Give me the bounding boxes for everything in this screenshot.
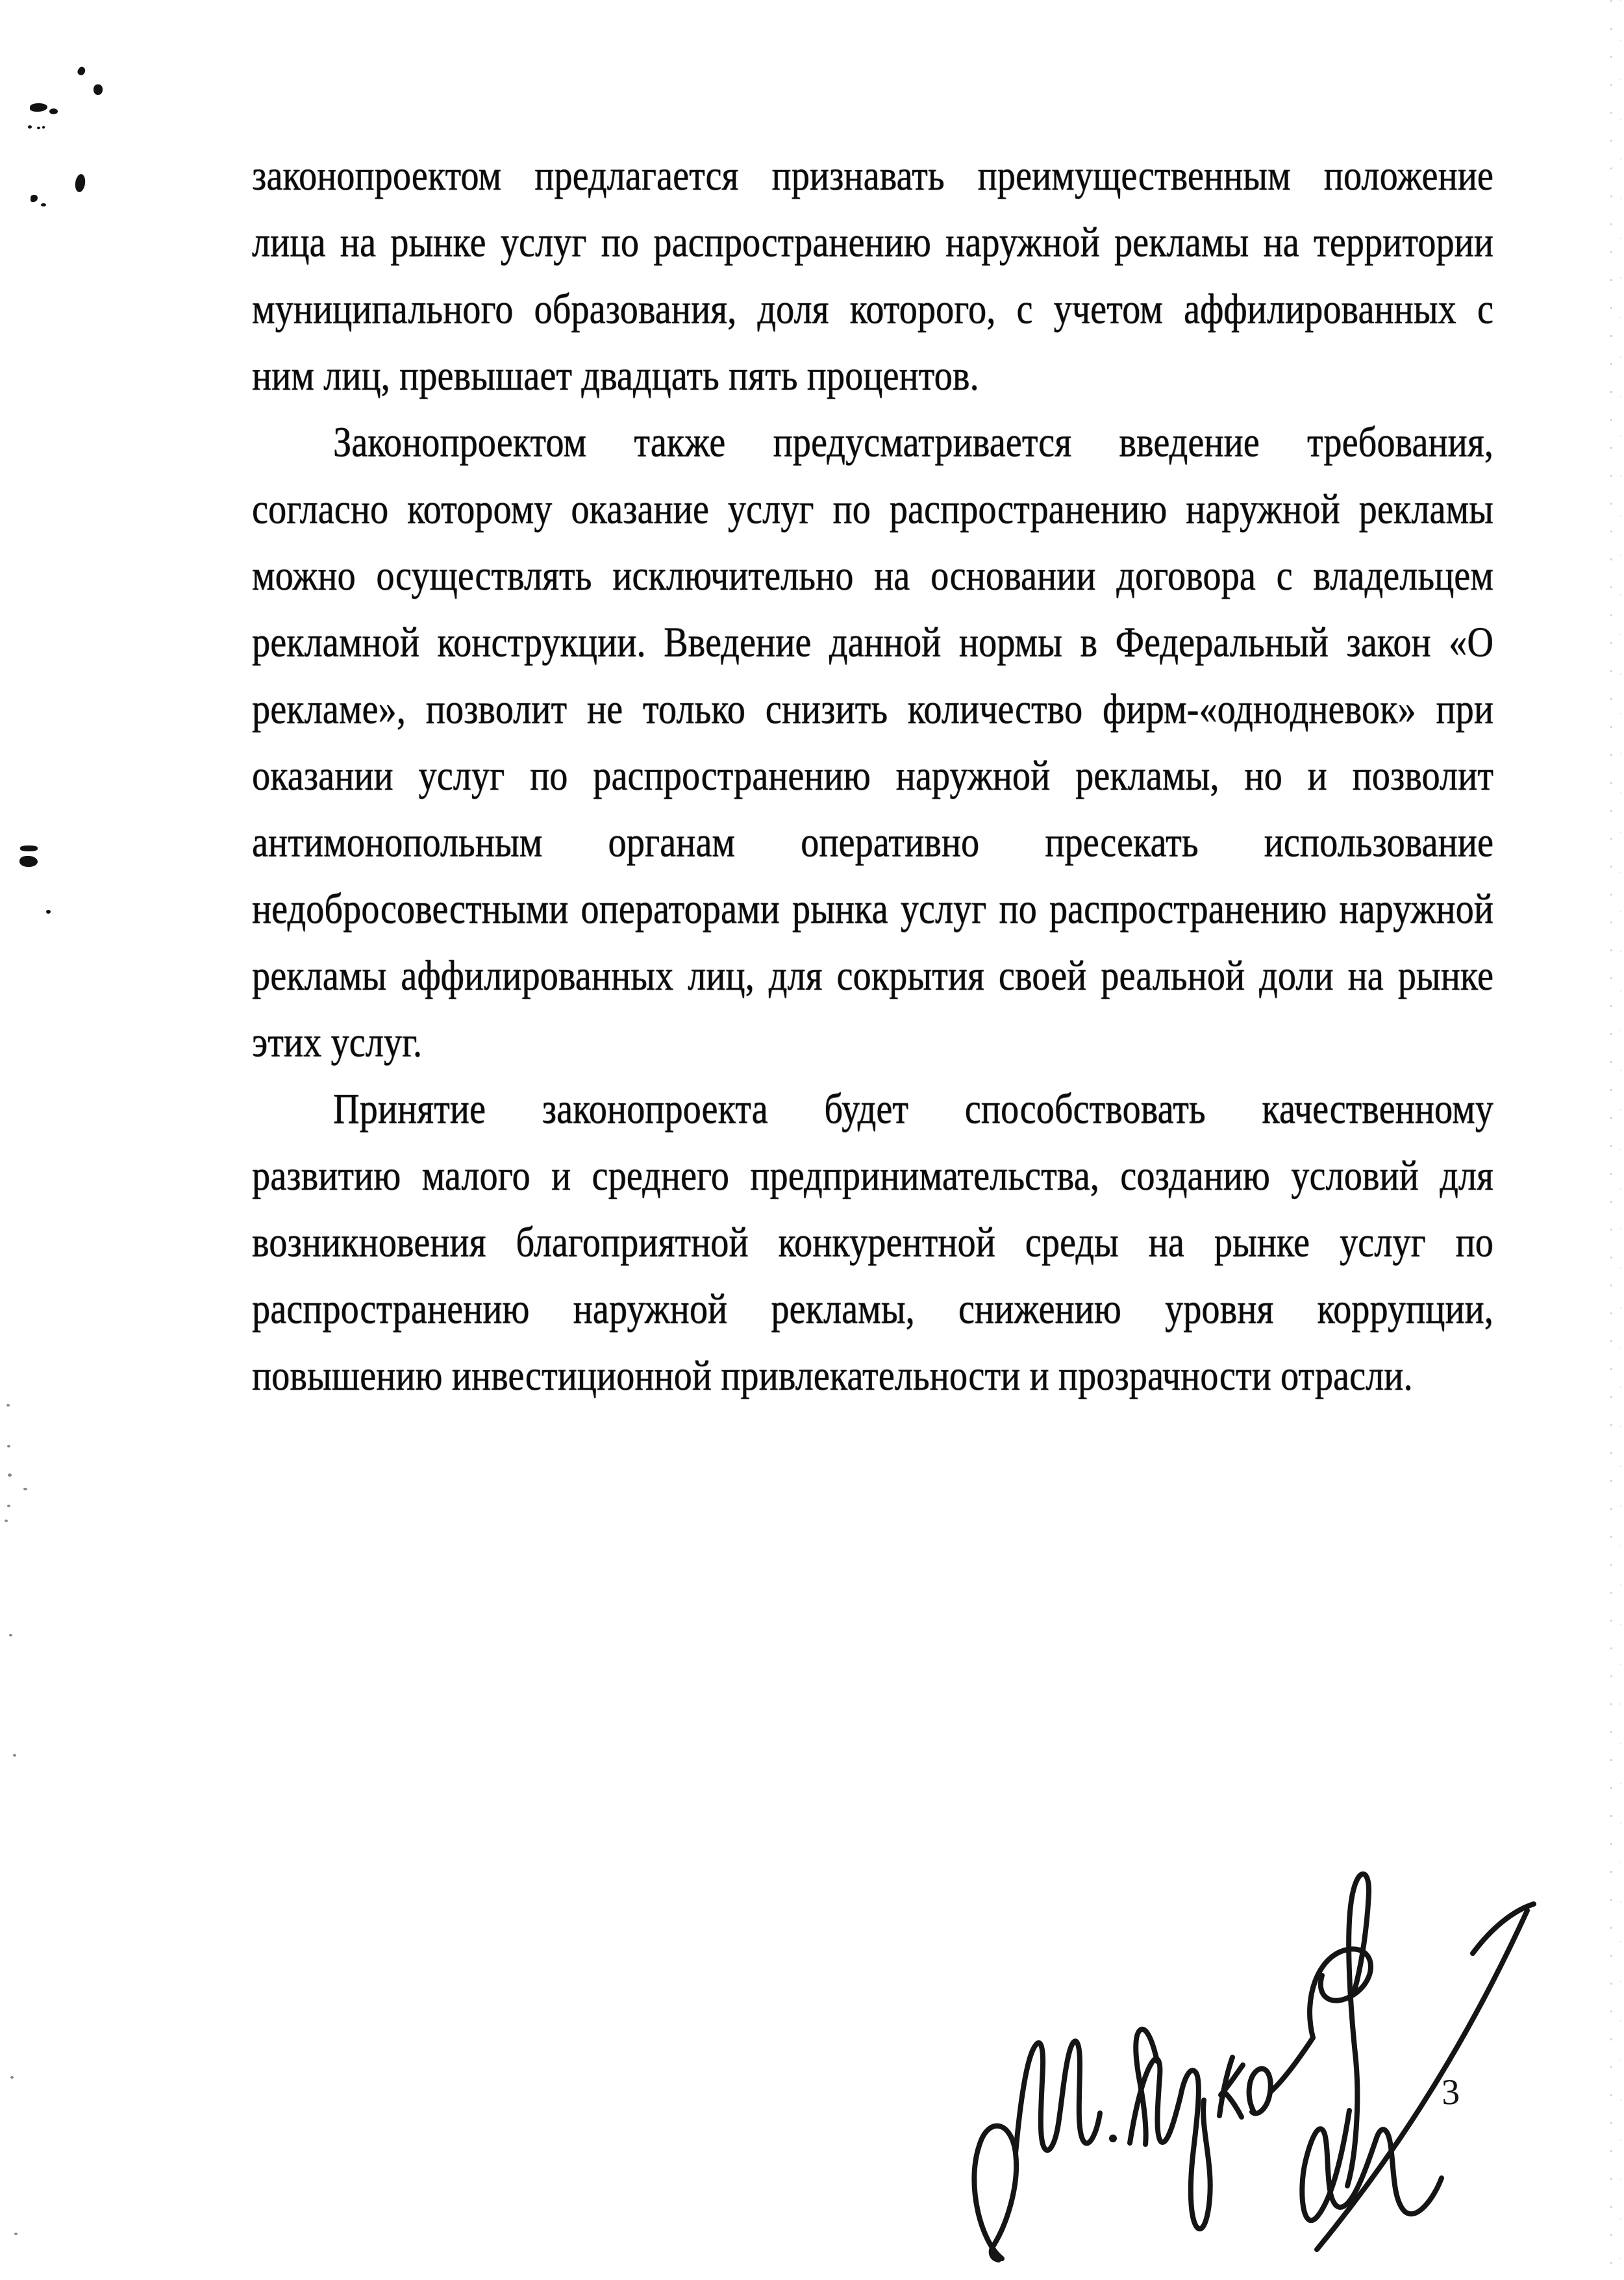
text-line: распространению наружной рекламы, снижению уровня коррупции,	[252, 1285, 1493, 1333]
text-line: ним лиц, превышает двадцать пять процентов.	[252, 352, 979, 400]
ink-speck	[13, 1754, 16, 1757]
text-line: рекламе», позволит не только снизить количество фирм-«однодневок» при	[252, 685, 1493, 733]
ink-speck	[28, 125, 32, 129]
signature	[929, 1838, 1565, 2279]
ink-speck	[14, 2233, 18, 2235]
ink-speck	[42, 126, 45, 129]
text-line: оказании услуг по распространению наружной рекламы, но и позволит	[252, 752, 1493, 800]
ink-speck	[74, 173, 86, 193]
page-number: 3	[1440, 2072, 1461, 2113]
ink-speck	[46, 910, 51, 914]
ink-speck	[10, 2076, 14, 2079]
ink-speck	[8, 1473, 12, 1477]
text-line: муниципального образования, доля которого, с учетом аффилированных с	[252, 285, 1493, 333]
scanner-noise-column	[1620, 0, 1621, 2280]
text-line: Законопроектом также предусматривается введение требования,	[333, 418, 1493, 466]
signature-graphic	[929, 1838, 1565, 2279]
text-line: антимонопольным органам оперативно пресекать использование	[252, 818, 1493, 866]
text-line: рекламной конструкции. Введение данной нормы в Федеральный закон «О	[252, 618, 1493, 666]
ink-speck	[19, 856, 38, 867]
text-line: законопроектом предлагается признавать преимущественным положение	[252, 152, 1493, 200]
ink-speck	[9, 1634, 12, 1636]
ink-speck	[7, 1505, 10, 1507]
ink-speck	[94, 84, 103, 95]
ink-speck	[23, 1488, 27, 1490]
text-line: этих услуг.	[252, 1018, 423, 1066]
text-line: согласно которому оказание услуг по распространению наружной рекламы	[252, 485, 1493, 533]
text-line: развитию малого и среднего предпринимательства, созданию условий для	[252, 1152, 1493, 1200]
text-line: повышению инвестиционной привлекательности и прозрачности отрасли.	[252, 1352, 1413, 1400]
ink-speck	[76, 66, 87, 77]
document-body	[252, 143, 1493, 1410]
ink-speck	[41, 203, 46, 207]
text-line: рекламы аффилированных лиц, для сокрытия своей реальной доли на рынке	[252, 952, 1493, 1000]
ink-speck	[6, 1404, 10, 1407]
ink-speck	[20, 846, 38, 851]
ink-speck	[5, 1520, 8, 1522]
text-line: можно осуществлять исключительно на основании договора с владельцем	[252, 552, 1493, 600]
text-line: Принятие законопроекта будет способствовать качественному	[333, 1085, 1493, 1133]
ink-speck	[49, 108, 58, 114]
text-line: лица на рынке услуг по распространению наружной рекламы на территории	[252, 218, 1493, 266]
ink-speck	[30, 103, 47, 112]
text-line: недобросовестными операторами рынка услуг по распространению наружной	[252, 885, 1493, 933]
scanner-noise-column	[1610, 0, 1612, 2280]
text-line: возникновения благоприятной конкурентной среды на рынке услуг по	[252, 1218, 1493, 1266]
ink-speck	[31, 195, 38, 202]
ink-speck	[37, 127, 40, 129]
ink-speck	[7, 1445, 10, 1447]
